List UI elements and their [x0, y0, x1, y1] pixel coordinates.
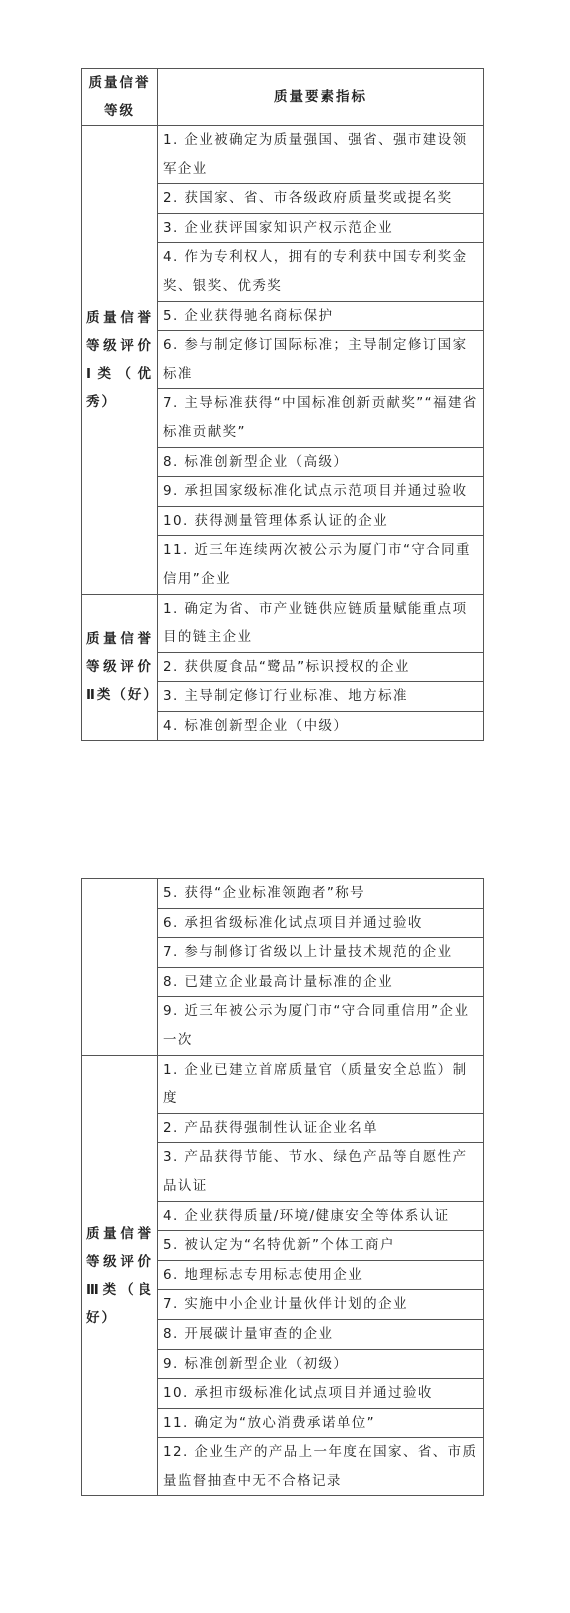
header-level: 质量信誉等级	[82, 69, 158, 126]
indicator-cell: 9. 标准创新型企业（初级）	[158, 1349, 484, 1379]
indicator-cell: 3. 主导制定修订行业标准、地方标准	[158, 682, 484, 712]
indicator-cell: 10. 获得测量管理体系认证的企业	[158, 506, 484, 536]
indicator-cell: 10. 承担市级标准化试点项目并通过验收	[158, 1379, 484, 1409]
indicator-cell: 6. 承担省级标准化试点项目并通过验收	[158, 908, 484, 938]
indicator-cell: 11. 近三年连续两次被公示为厦门市“守合同重信用”企业	[158, 536, 484, 594]
quality-credit-table-part-2	[81, 878, 484, 1496]
indicator-cell: 4. 企业获得质量/环境/健康安全等体系认证	[158, 1201, 484, 1231]
credit-level-cell: 质量信誉等级评价Ⅰ类（优秀）	[82, 126, 158, 595]
indicator-cell: 2. 获国家、省、市各级政府质量奖或提名奖	[158, 184, 484, 214]
indicator-cell: 9. 近三年被公示为厦门市“守合同重信用”企业一次	[158, 997, 484, 1055]
indicator-cell: 8. 标准创新型企业（高级）	[158, 447, 484, 477]
indicator-cell: 11. 确定为“放心消费承诺单位”	[158, 1408, 484, 1438]
indicator-cell: 6. 地理标志专用标志使用企业	[158, 1260, 484, 1290]
indicator-cell: 6. 参与制定修订国际标准；主导制定修订国家标准	[158, 331, 484, 389]
indicator-cell: 1. 企业被确定为质量强国、强省、强市建设领军企业	[158, 126, 484, 184]
credit-level-cell: 质量信誉等级评价Ⅲ类（良好）	[82, 1055, 158, 1496]
indicator-cell: 1. 确定为省、市产业链供应链质量赋能重点项目的链主企业	[158, 594, 484, 652]
credit-level-cell	[82, 879, 158, 1056]
indicator-cell: 7. 主导标准获得“中国标准创新贡献奖”“福建省标准贡献奖”	[158, 389, 484, 447]
indicator-cell: 2. 获供厦食品“鹭品”标识授权的企业	[158, 652, 484, 682]
indicator-cell: 3. 产品获得节能、节水、绿色产品等自愿性产品认证	[158, 1143, 484, 1201]
quality-credit-table-part-1	[81, 68, 484, 741]
indicator-cell: 4. 作为专利权人，拥有的专利获中国专利奖金奖、银奖、优秀奖	[158, 243, 484, 301]
indicator-cell: 4. 标准创新型企业（中级）	[158, 711, 484, 741]
indicator-cell: 5. 企业获得驰名商标保护	[158, 301, 484, 331]
credit-level-cell: 质量信誉等级评价Ⅱ类（好）	[82, 594, 158, 741]
indicator-cell: 8. 开展碳计量审查的企业	[158, 1319, 484, 1349]
indicator-cell: 3. 企业获评国家知识产权示范企业	[158, 213, 484, 243]
indicator-cell: 9. 承担国家级标准化试点示范项目并通过验收	[158, 477, 484, 507]
indicator-cell: 1. 企业已建立首席质量官（质量安全总监）制度	[158, 1055, 484, 1113]
indicator-cell: 5. 获得“企业标准领跑者”称号	[158, 879, 484, 909]
table-header-row	[82, 69, 484, 126]
indicator-cell: 5. 被认定为“名特优新”个体工商户	[158, 1231, 484, 1261]
table-row	[82, 126, 484, 184]
indicator-cell: 7. 实施中小企业计量伙伴计划的企业	[158, 1290, 484, 1320]
table-row	[82, 879, 484, 909]
indicator-cell: 8. 已建立企业最高计量标准的企业	[158, 967, 484, 997]
indicator-cell: 12. 企业生产的产品上一年度在国家、省、市质量监督抽查中无不合格记录	[158, 1438, 484, 1496]
indicator-cell: 7. 参与制修订省级以上计量技术规范的企业	[158, 938, 484, 968]
header-indicators: 质量要素指标	[158, 69, 484, 126]
indicator-cell: 2. 产品获得强制性认证企业名单	[158, 1113, 484, 1143]
table-row	[82, 594, 484, 652]
table-row	[82, 1055, 484, 1113]
